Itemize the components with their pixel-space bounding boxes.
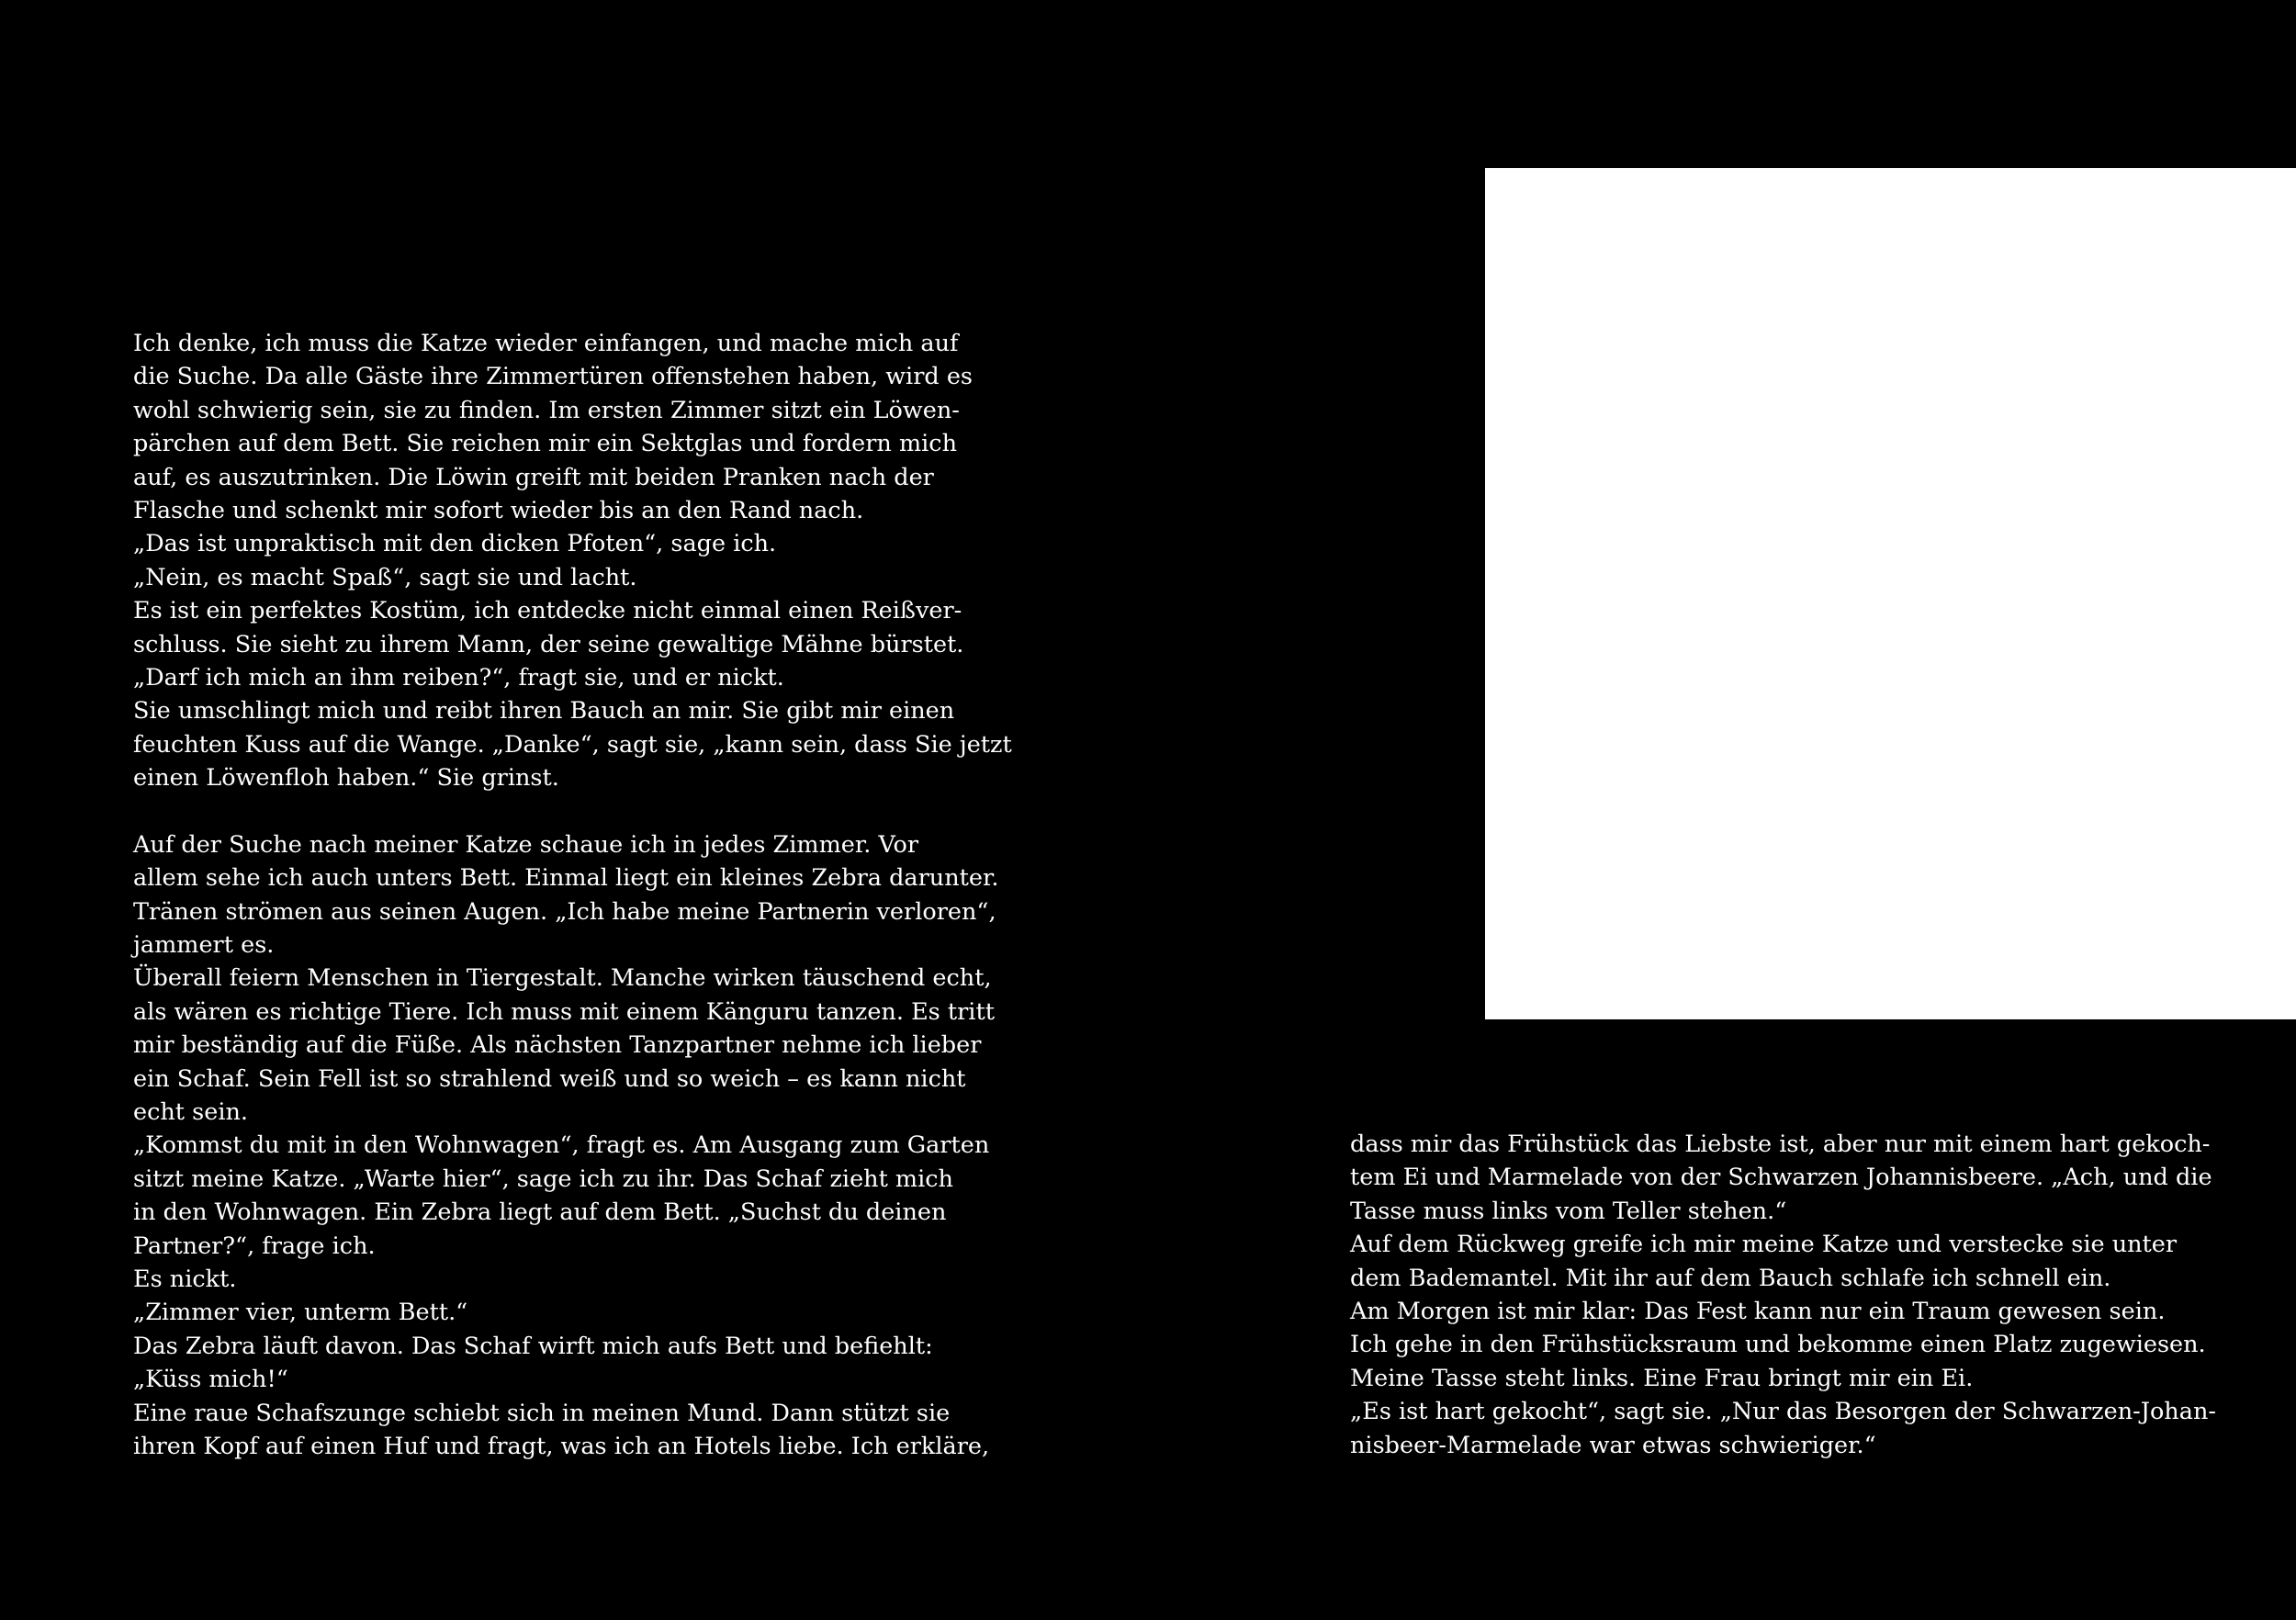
right-text-column <box>1350 1128 2216 1462</box>
text-line: tem Ei und Marmelade von der Schwarzen Johannisbeere. „Ach, und die <box>1350 1164 2212 1192</box>
text-line: als wären es richtige Tiere. Ich muss mit einem Känguru tanzen. Es tritt <box>133 997 995 1026</box>
text-line: jammert es. <box>133 931 275 960</box>
text-line: in den Wohnwagen. Ein Zebra liegt auf dem Bett. „Suchst du deinen <box>133 1198 947 1227</box>
text-line: Das Zebra läuft davon. Das Schaf wirft mich aufs Bett und befiehlt: <box>133 1332 933 1360</box>
text-line: Sie umschlingt mich und reibt ihren Bauch an mir. Sie gibt mir einen <box>133 697 955 726</box>
text-line: dass mir das Frühstück das Liebste ist, aber nur mit einem hart gekoch- <box>1350 1131 2211 1158</box>
text-line: schluss. Sie sieht zu ihrem Mann, der seine gewaltige Mähne bürstet. <box>133 630 964 658</box>
left-text-column <box>133 327 1012 1463</box>
text-line: Am Morgen ist mir klar: Das Fest kann nur ein Traum gewesen sein. <box>1350 1297 2166 1325</box>
text-line: auf, es auszutrinken. Die Löwin greift mit beiden Pranken nach der <box>133 463 934 491</box>
text-line: ein Schaf. Sein Fell ist so strahlend weiß und so weich – es kann nicht <box>133 1064 966 1093</box>
text-line: allem sehe ich auch unters Bett. Einmal liegt ein kleines Zebra darunter. <box>133 864 999 893</box>
text-line: die Suche. Da alle Gäste ihre Zimmertüren offenstehen haben, wird es <box>133 363 974 391</box>
text-line: mir beständig auf die Füße. Als nächsten Tanzpartner nehme ich lieber <box>133 1031 982 1060</box>
text-line: Auf der Suche nach meiner Katze schaue ich in jedes Zimmer. Vor <box>133 830 919 859</box>
text-line: „Kommst du mit in den Wohnwagen“, fragt es. Am Ausgang zum Garten <box>133 1131 990 1160</box>
text-line: wohl schwierig sein, sie zu finden. Im ersten Zimmer sitzt ein Löwen- <box>133 396 960 424</box>
text-line: Partner?“, frage ich. <box>133 1232 376 1260</box>
text-line: sitzt meine Katze. „Warte hier“, sage ich zu ihr. Das Schaf zieht mich <box>133 1164 953 1193</box>
text-line: pärchen auf dem Bett. Sie reichen mir ein Sektglas und fordern mich <box>133 430 957 458</box>
text-line: Es ist ein perfektes Kostüm, ich entdecke nicht einmal einen Reißver- <box>133 597 962 625</box>
text-line: Es nickt. <box>133 1265 237 1293</box>
text-line: „Das ist unpraktisch mit den dicken Pfoten“, sage ich. <box>133 530 777 558</box>
text-line: echt sein. <box>133 1097 249 1126</box>
text-line: dem Bademantel. Mit ihr auf dem Bauch schlafe ich schnell ein. <box>1350 1264 2111 1292</box>
text-line: Flasche und schenkt mir sofort wieder bis an den Rand nach. <box>133 496 864 524</box>
text-line: Ich denke, ich muss die Katze wieder einfangen, und mache mich auf <box>133 330 959 357</box>
text-line: „Zimmer vier, unterm Bett.“ <box>133 1299 468 1327</box>
text-line: Tasse muss links vom Teller stehen.“ <box>1350 1197 1787 1225</box>
text-line: „Darf ich mich an ihm reiben?“, fragt sie, und er nickt. <box>133 663 784 692</box>
text-line: Meine Tasse steht links. Eine Frau bringt mir ein Ei. <box>1350 1364 1974 1392</box>
text-line: Überall feiern Menschen in Tiergestalt. Manche wirken täuschend echt, <box>133 964 992 993</box>
text-line: feuchten Kuss auf die Wange. „Danke“, sagt sie, „kann sein, dass Sie jetzt <box>133 730 1012 759</box>
blank-line <box>133 794 941 827</box>
text-line: Eine raue Schafszunge schiebt sich in meinen Mund. Dann stützt sie <box>133 1399 951 1427</box>
text-line: Tränen strömen aus seinen Augen. „Ich habe meine Partnerin verloren“, <box>133 897 996 926</box>
text-line: nisbeer-Marmelade war etwas schwieriger.“ <box>1350 1431 1876 1459</box>
text-line: „Nein, es macht Spaß“, sagt sie und lacht. <box>133 563 637 591</box>
image-block <box>1485 168 2296 1019</box>
text-line: ihren Kopf auf einen Huf und fragt, was ich an Hotels liebe. Ich erkläre, <box>133 1432 990 1460</box>
text-line: Ich gehe in den Frühstücksraum und bekomme einen Platz zugewiesen. <box>1350 1331 2206 1359</box>
text-line: einen Löwenfloh haben.“ Sie grinst. <box>133 764 559 793</box>
text-line: „Es ist hart gekocht“, sagt sie. „Nur das Besorgen der Schwarzen-Johan- <box>1350 1398 2216 1426</box>
text-line: „Küss mich!“ <box>133 1366 288 1394</box>
text-line: Auf dem Rückweg greife ich mir meine Katze und verstecke sie unter <box>1350 1231 2178 1259</box>
